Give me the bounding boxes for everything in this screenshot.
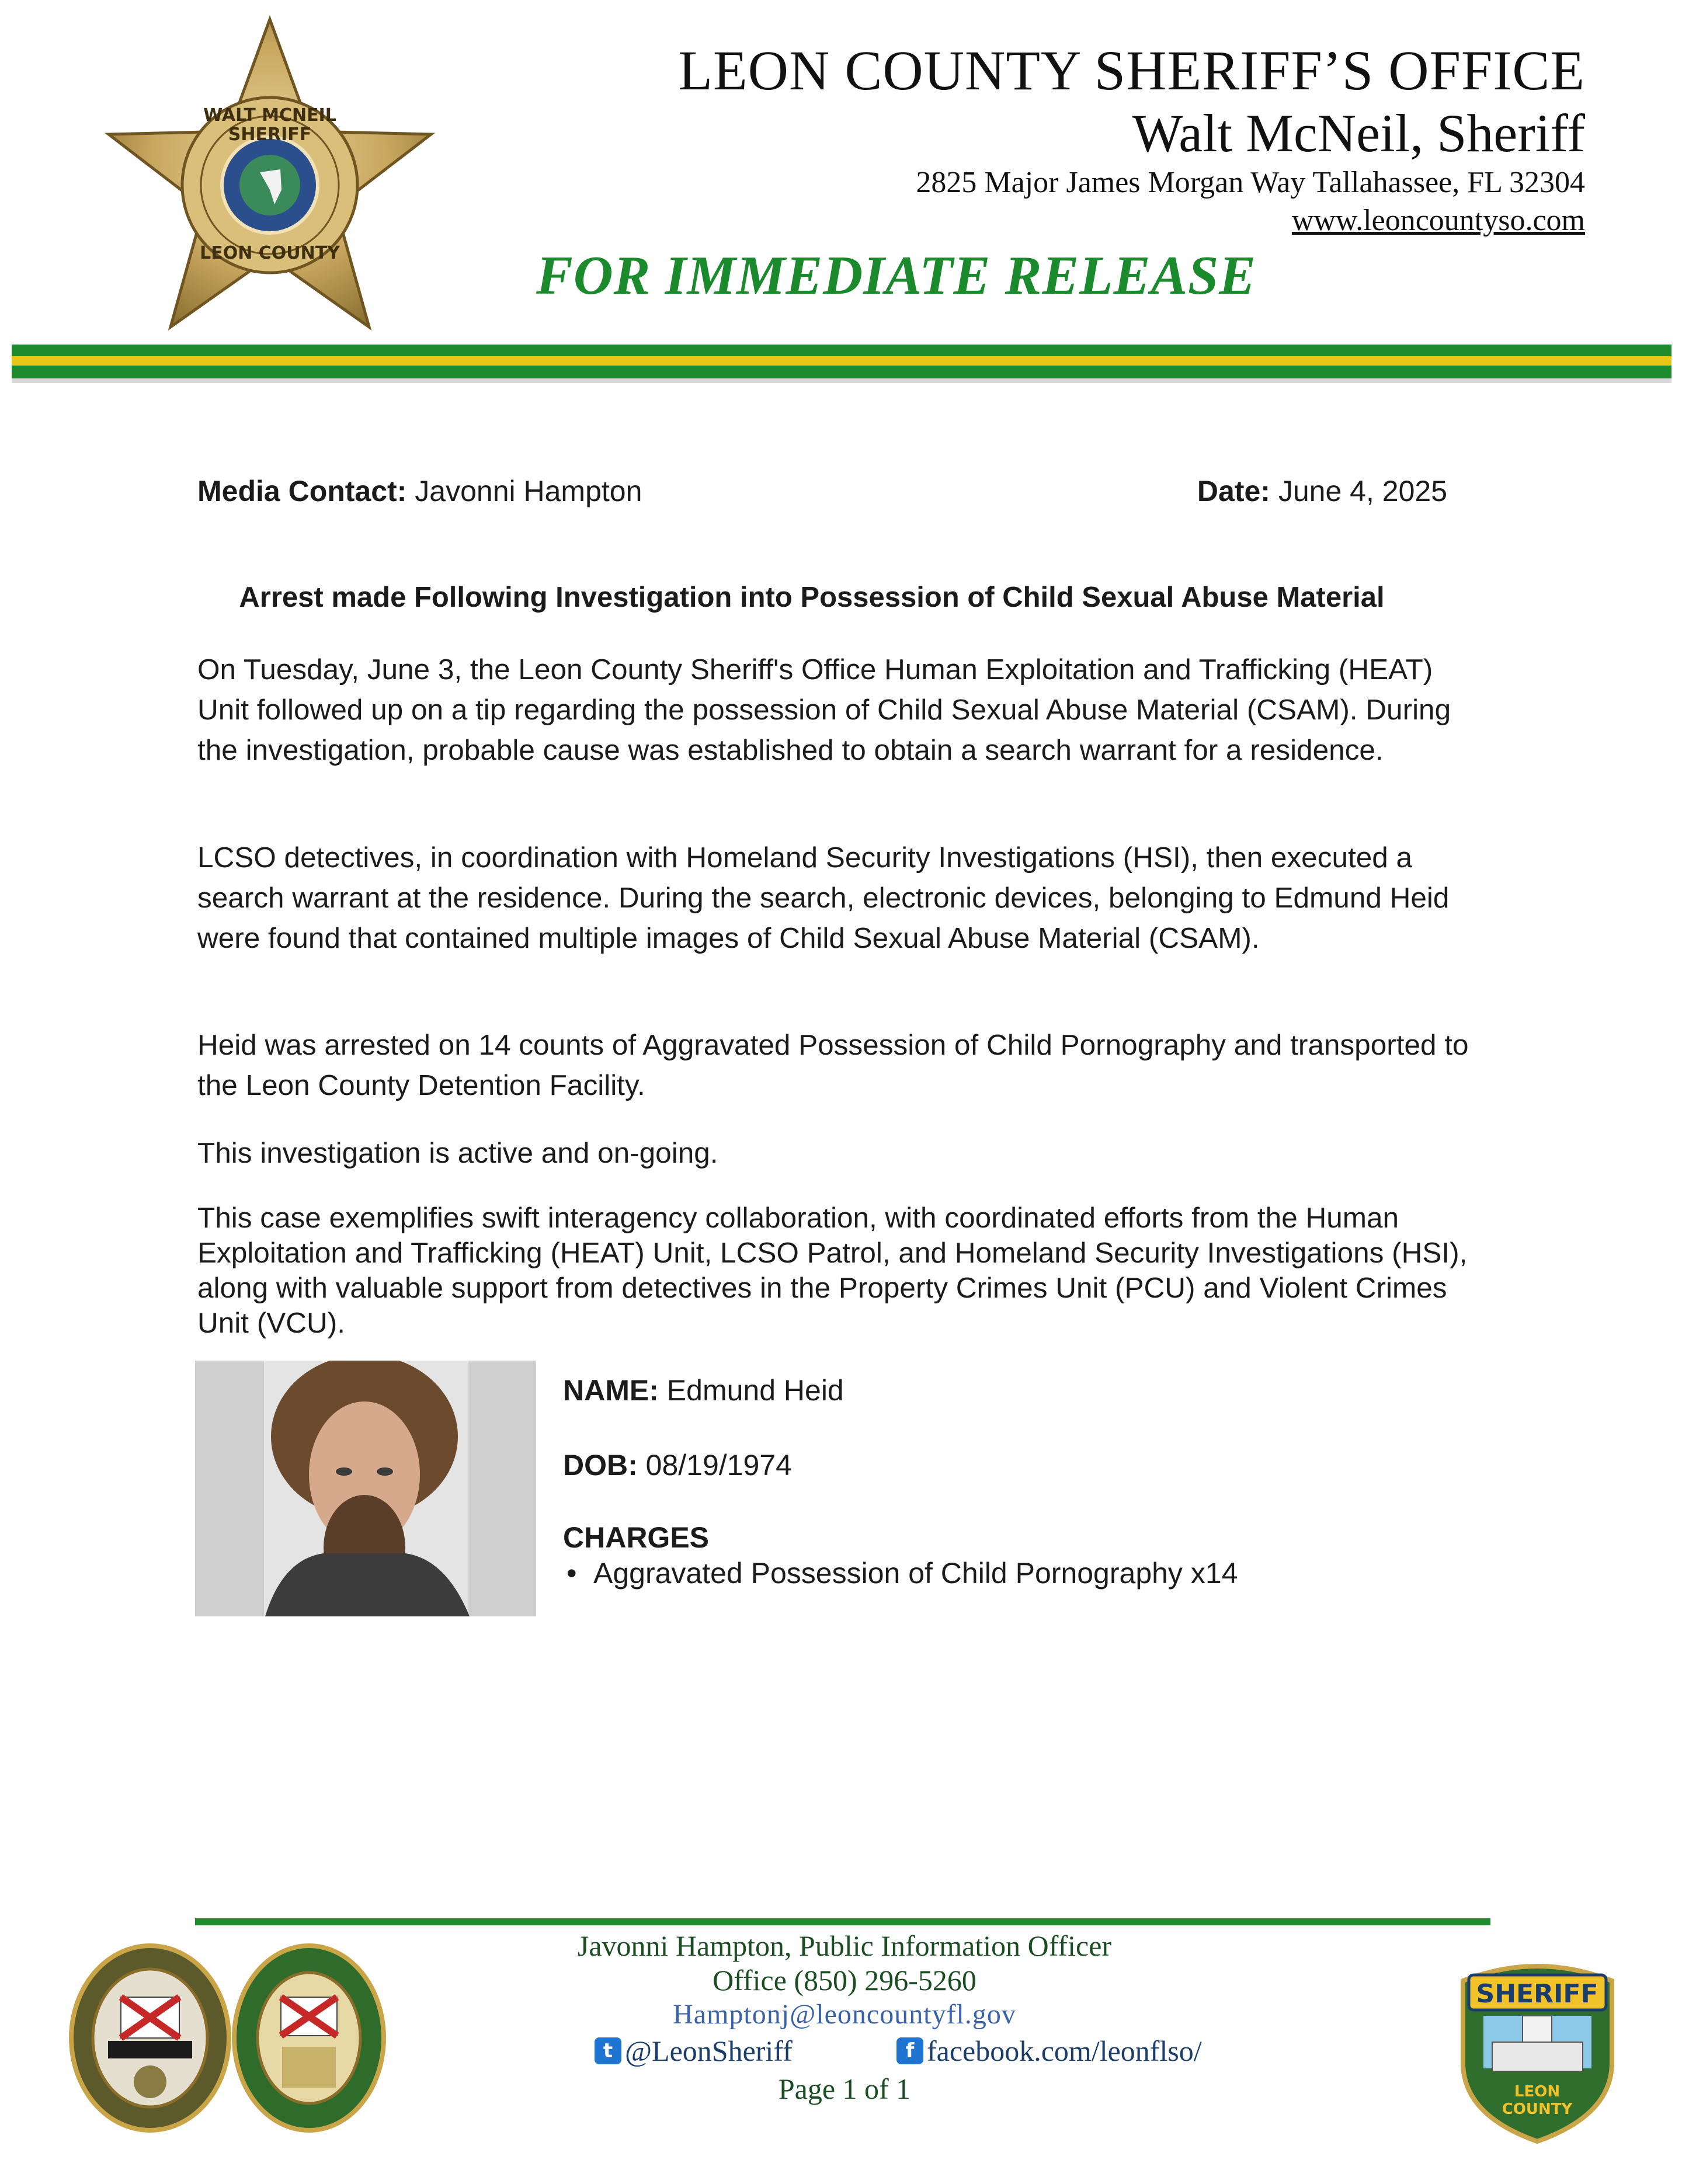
charges-heading: CHARGES: [563, 1521, 710, 1554]
footer-phone: Office (850) 296-5260: [713, 1964, 976, 1997]
arrestee-dob: [563, 1448, 792, 1482]
sheriff-star-badge-logo: [99, 15, 441, 342]
svg-text:COUNTY: COUNTY: [1502, 2100, 1573, 2118]
arrestee-name: [563, 1373, 844, 1407]
sheriff-name: Walt McNeil, Sheriff: [1132, 103, 1585, 163]
charge-item: [563, 1556, 1238, 1590]
body-paragraph-2: LCSO detectives, in coordination with Homeland Security Investigations (HSI), then executed a search warrant at the residence. During the search, electronic devices, belonging to Edmund Heid were found that contained multiple images of Child Sexual Abuse Material (CSAM).: [197, 841, 1450, 954]
facebook-icon: f: [896, 2037, 923, 2064]
footer-divider: [195, 1918, 1490, 1925]
facebook-link[interactable]: [896, 2034, 1202, 2068]
date-label: Date:: [1197, 475, 1270, 507]
twitter-icon: t: [595, 2037, 621, 2064]
media-contact-label: Media Contact:: [197, 475, 407, 507]
corrections-accreditation-seal: [230, 1942, 388, 2134]
release-label: FOR IMMEDIATE RELEASE: [536, 245, 1256, 306]
press-release-headline: Arrest made Following Investigation into Possession of Child Sexual Abuse Material: [239, 582, 1385, 613]
twitter-handle: @LeonSheriff: [625, 2035, 793, 2067]
office-address: 2825 Major James Morgan Way Tallahassee, FL 32304: [916, 166, 1585, 199]
footer-officer: Javonni Hampton, Public Information Officer: [577, 1929, 1112, 1962]
date-value: June 4, 2025: [1278, 475, 1447, 507]
sheriff-patch-badge: [1457, 1957, 1618, 2144]
website-link[interactable]: www.leoncountyso.com: [1291, 204, 1585, 237]
body-paragraph-3: Heid was arrested on 14 counts of Aggravated Possession of Child Pornography and transported to the Leon County Detention Facility.: [197, 1029, 1469, 1101]
media-contact-name: Javonni Hampton: [415, 475, 642, 507]
dob-label: DOB:: [563, 1449, 638, 1481]
twitter-link[interactable]: [595, 2034, 793, 2068]
law-enforcement-accreditation-seal: [67, 1942, 234, 2134]
name-value: Edmund Heid: [666, 1374, 844, 1407]
svg-text:SHERIFF: SHERIFF: [228, 124, 312, 145]
facebook-url: facebook.com/leonflso/: [927, 2035, 1202, 2067]
org-name: LEON COUNTY SHERIFF’S OFFICE: [678, 39, 1585, 102]
charge-text: Aggravated Possession of Child Pornography x14: [593, 1557, 1238, 1590]
svg-text:WALT MCNEIL: WALT MCNEIL: [203, 105, 336, 126]
svg-text:SHERIFF: SHERIFF: [1476, 1979, 1598, 2009]
svg-text:LEON COUNTY: LEON COUNTY: [200, 243, 340, 263]
release-date: [1197, 474, 1447, 508]
bullet-icon: •: [567, 1557, 577, 1590]
body-paragraph-1: On Tuesday, June 3, the Leon County Sheriff's Office Human Exploitation and Trafficking (HEAT) Unit followed up on a tip regarding the possession of Child Sexual Abuse Material (CSAM). During the investigation, probable cause was established to obtain a search warrant for a residence.: [197, 653, 1451, 766]
media-contact: [197, 474, 642, 508]
svg-text:LEON: LEON: [1514, 2083, 1561, 2100]
footer-email[interactable]: Hamptonj@leoncountyfl.gov: [673, 1999, 1016, 2030]
body-paragraph-4: This investigation is active and on-going.: [197, 1137, 718, 1169]
page-number: Page 1 of 1: [778, 2072, 911, 2105]
dob-value: 08/19/1974: [645, 1449, 792, 1481]
name-label: NAME:: [563, 1374, 659, 1407]
body-paragraph-5: This case exemplifies swift interagency collaboration, with coordinated efforts from the Human Exploitation and Trafficking (HEAT) Unit, LCSO Patrol, and Homeland Security Investigations (HSI), along with valuable support from detectives in the Property Crimes Unit (PCU) and Violent Crimes Unit (VCU).: [197, 1202, 1468, 1339]
header-divider-band: [12, 345, 1671, 383]
booking-photo: [195, 1361, 536, 1616]
